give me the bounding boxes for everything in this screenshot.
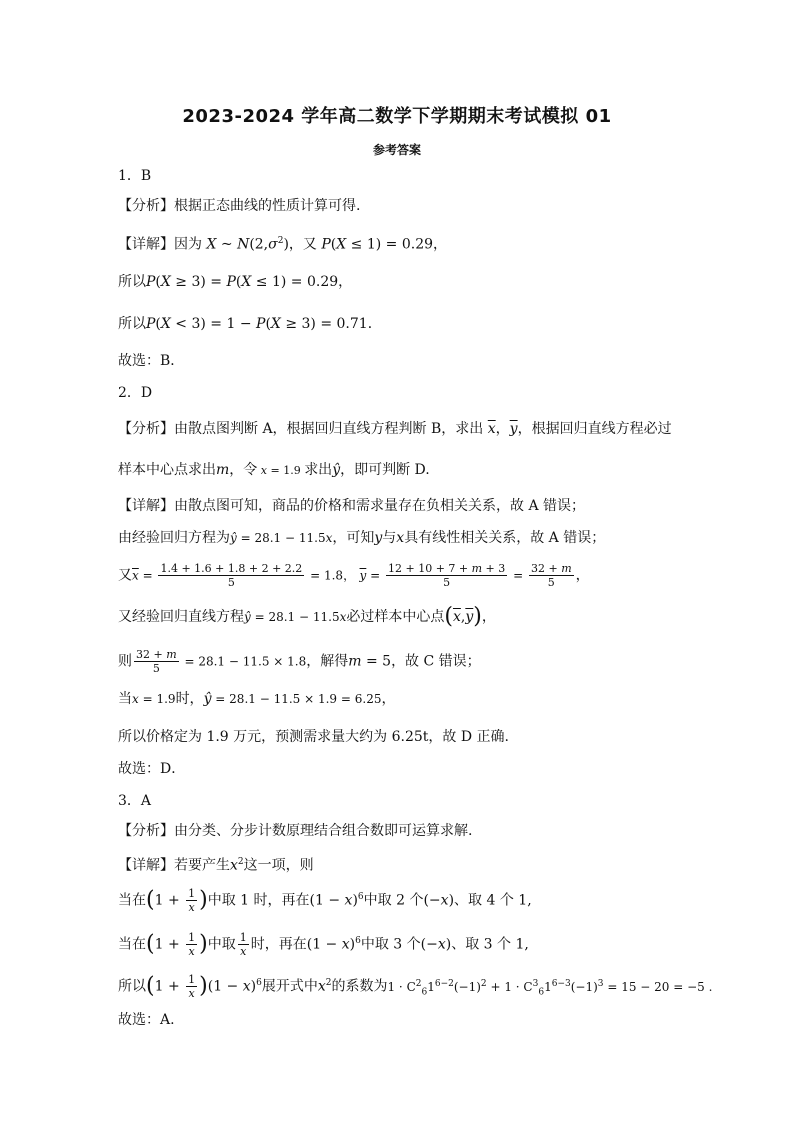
q2-detail2-c: 与	[382, 530, 397, 546]
q3-line3-e: 、取 3 个 1,	[451, 936, 529, 953]
q2-analysis-line1: 【分析】由散点图判断 A，根据回归直线方程判断 B，求出 $\overline{x}$，$\overline{y}$，根据回归直线方程必过	[118, 421, 672, 437]
q2-answer: 2．D	[118, 385, 153, 401]
q2-detail3: 又$\overline{x}$ = $\frac{1.4 + 1.6 + 1.8 + 2 + 2.2}{5}$ = 1.8， $\overline{y}$ = $\frac{12 + 10 + 7 + m + 3}{5}$ = $\frac{32 + m}{5}$ ，	[118, 562, 590, 589]
q1-answer: 1．B	[118, 168, 152, 184]
q2-detail7: 所以价格定为 1.9 万元，预测需求量大约为 6.25t，故 D 正确.	[118, 729, 509, 745]
q1-step2: 所以P(X < 3) = 1 − P(X ≥ 3) = 0.71．	[118, 316, 382, 332]
q2-analysis-text-e: 求出	[304, 462, 333, 478]
q3-line3-d: 中取 3 个	[360, 936, 421, 953]
q2-detail6-a: 当	[118, 691, 132, 707]
q1-analysis: 【分析】根据正态曲线的性质计算可得.	[118, 198, 361, 214]
q3-line3-b: 中取	[207, 936, 236, 953]
q2-detail2-b: ，可知	[332, 530, 375, 546]
q2-detail4-a: 又经验回归直线方程	[118, 609, 244, 625]
q2-analysis-text-a: 【分析】由散点图判断 A，根据回归直线方程判断 B，求出	[118, 421, 484, 437]
q2-detail1: 【详解】由散点图可知，商品的价格和需求量存在负相关关系，故 A 错误；	[118, 498, 586, 514]
q2-detail6: 当x = 1.9时，ŷ = 28.1 − 11.5 × 1.9 = 6.25，	[118, 691, 396, 707]
q3-line2: 当在(1 + $\frac{1}{x}$ )中取 1 时，再在$(1 - x)^6$中取 2 个(−x)、取 4 个 1,	[118, 887, 532, 915]
q2-analysis-text-f: ，即可判断 D.	[340, 462, 430, 478]
q3-line2-d: 、取 4 个 1,	[454, 892, 532, 909]
q2-detail2: 由经验回归方程为ŷ = 28.1 − 11.5x，可知y与x具有线性相关关系，故 A 错误；	[118, 530, 606, 546]
q2-detail2-a: 由经验回归方程为	[118, 530, 230, 546]
q1-distribution-formula: X	[206, 236, 217, 253]
q3-line2-a: 当在	[118, 892, 146, 909]
q3-choice: 故选：A.	[118, 1012, 175, 1028]
q3-line3-a: 当在	[118, 936, 146, 953]
q3-answer: 3．A	[118, 793, 152, 809]
q2-detail5-c: ，故 C 错误；	[391, 653, 481, 670]
q1-detail-intro: 因为	[174, 236, 202, 253]
q2-detail6-b: 时，	[175, 691, 204, 707]
q3-line2-c: 中取 2 个	[363, 892, 424, 909]
q3-analysis: 【分析】由分类、分步计数原理结合组合数即可运算求解.	[118, 823, 473, 839]
q2-detail2-d: 具有线性相关关系，故 A 错误；	[404, 530, 606, 546]
q1-so1-label: 所以	[118, 274, 146, 290]
q1-detail-mid: ，又	[288, 236, 317, 253]
q1-detail: 【详解】因为 X ~ $N(2,\sigma^2)$，又 P(X ≤ 1) = 0.29，	[118, 236, 448, 253]
q3-line2-b: 中取 1 时，再在	[207, 892, 310, 909]
q2-detail5: 则 $\frac{32 + m}{5}$ = 28.1 − 11.5 × 1.8，解得m = 5，故 C 错误；	[118, 648, 481, 675]
q3-line4-a: 所以	[118, 978, 146, 995]
q2-detail5-b: ，解得	[306, 653, 349, 670]
q3-line4-c: 的系数为	[331, 978, 388, 995]
page-title: 2023-2024 学年高二数学下学期期末考试模拟 01	[182, 106, 612, 127]
q3-detail1: 【详解】若要产生$x^2$这一项，则	[118, 857, 314, 874]
q1-step1: 所以P(X ≥ 3) = P(X ≤ 1) = 0.29，	[118, 274, 353, 290]
q3-line3: 当在(1 + $\frac{1}{x}$ )中取 $\frac{1}{x}$ 时，再在$(1 - x)^6$中取 3 个(−x)、取 3 个 1,	[118, 931, 529, 959]
q2-analysis-line2: 样本中心点求出m，令 x = 1.9 求出ŷ，即可判断 D.	[118, 462, 430, 478]
q1-so2-label: 所以	[118, 316, 146, 332]
q3-line4-b: 展开式中	[261, 978, 318, 995]
q1-detail-label: 【详解】	[118, 236, 174, 253]
q2-analysis-text-d: ，令	[229, 462, 258, 478]
q2-detail3-a: 又	[118, 567, 132, 584]
q2-analysis-text-b: ，根据回归直线方程必过	[517, 421, 672, 437]
q3-detail1-b: 这一项，则	[243, 857, 314, 874]
q2-detail4-b: 必过样本中心点	[346, 609, 445, 625]
q3-detail1-a: 【详解】若要产生	[118, 857, 230, 874]
q2-detail4: 又经验回归直线方程ŷ = 28.1 − 11.5x必过样本中心点$(\overline{x},\overline{y})$，	[118, 604, 496, 629]
q3-line3-c: 时，再在	[250, 936, 307, 953]
page-subtitle: 参考答案	[372, 143, 421, 157]
q3-line4: 所以(1 + $\frac{1}{x}$ )$(1 - x)^6$展开式中$x^2$的系数为$1 \cdot C^2_61^{6-2}(-1)^2 + 1 \cdot C^3_61^{6-3}(-1)^3 = 15 - 20 = -5$ .	[118, 973, 713, 1001]
q1-choice: 故选：B．	[118, 353, 185, 369]
q2-choice: 故选：D．	[118, 761, 186, 777]
q2-analysis-text-c: 样本中心点求出	[118, 462, 216, 478]
q2-detail5-a: 则	[118, 653, 132, 670]
